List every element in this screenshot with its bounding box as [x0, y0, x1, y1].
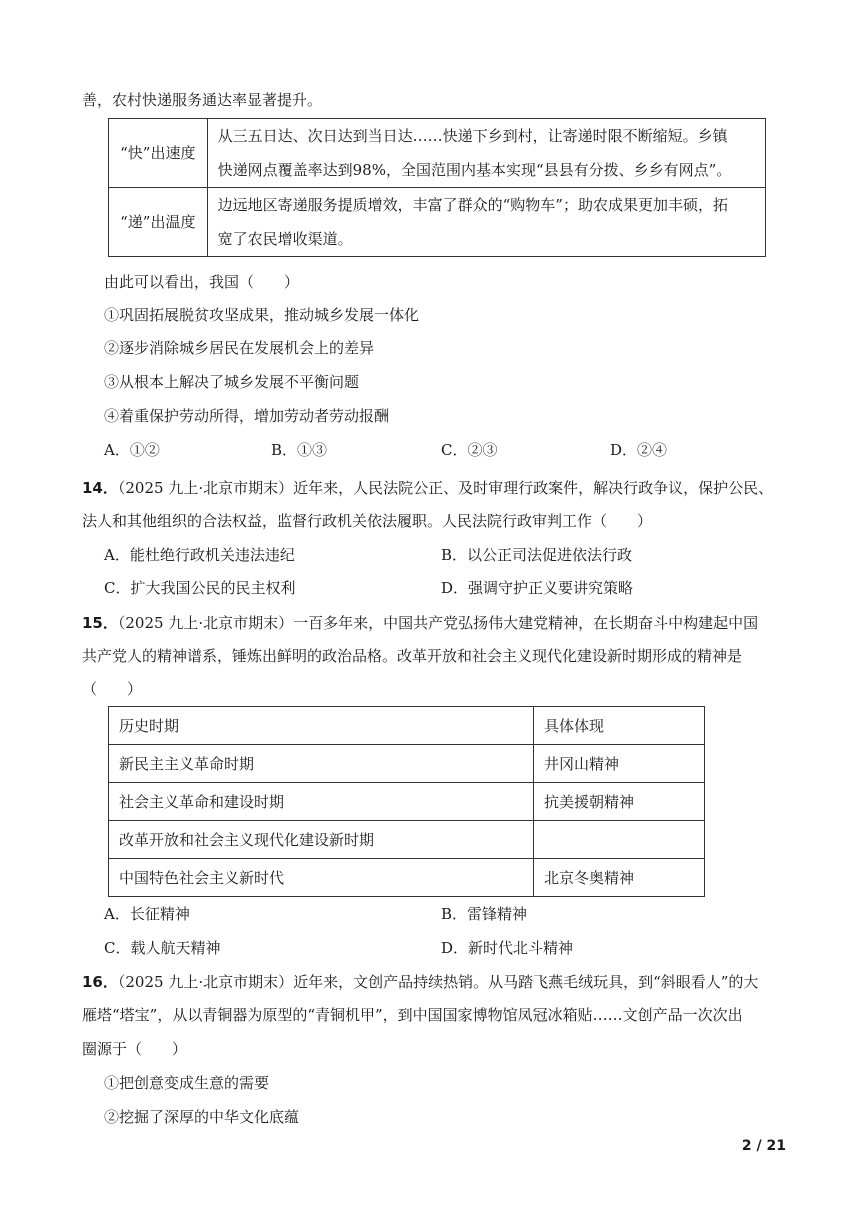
table-cell-label: “快”出速度: [109, 119, 208, 188]
table-row: [109, 119, 766, 188]
q16-line: 雁塔“塔宝”，从以青铜器为原型的“青铜机甲”，到中国国家博物馆凤冠冰箱贴……文创产品一次次出: [82, 1006, 743, 1024]
table-cell: 北京冬奥精神: [534, 859, 705, 897]
q16-item: ②挖掘了深厚的中华文化底蕴: [104, 1108, 300, 1126]
cell-text-line: 快递网点覆盖率达到98%，全国范围内基本实现“县县有分拨、乡乡有网点”。: [217, 161, 732, 179]
q15-line: （ ）: [82, 680, 143, 698]
q14-line: [82, 478, 773, 498]
table-row: [109, 783, 705, 821]
cell-text-line: 宽了农民增收渠道。: [217, 230, 353, 248]
q13-option-c: C．②③: [441, 441, 498, 459]
q14-text: （2025 九上·北京市期末）近年来，人民法院公正、及时审理行政案件，解决行政争议，保护公民、: [117, 479, 774, 497]
spirit-table: [108, 706, 705, 897]
q15-line: 共产党人的精神谱系，锤炼出鲜明的政治品格。改革开放和社会主义现代化建设新时期形成的精神是: [82, 647, 743, 665]
page-number: 2 / 21: [741, 1138, 786, 1154]
table-cell: 抗美援朝精神: [534, 783, 705, 821]
q16-text: （2025 九上·北京市期末）近年来，文创产品持续热销。从马踏飞燕毛绒玩具，到“斜眼看人”的大: [117, 973, 759, 991]
table-header-cell: 历史时期: [109, 707, 534, 745]
q15-option-b: B．雷锋精神: [441, 905, 528, 923]
cell-text-line: 从三五日达、次日达到当日达……快递下乡到村，让寄递时限不断缩短。乡镇: [217, 127, 728, 145]
table-row: [109, 745, 705, 783]
q13-stem: 由此可以看出，我国（ ）: [104, 273, 300, 291]
q13-option-d: D．②④: [610, 441, 668, 459]
q16-number: 16．: [82, 973, 118, 991]
table-row: [109, 859, 705, 897]
q16-line: [82, 972, 758, 992]
table-header-cell: 具体体现: [534, 707, 705, 745]
q13-item: ③从根本上解决了城乡发展不平衡问题: [104, 373, 360, 391]
q16-line: 圈源于（ ）: [82, 1040, 188, 1058]
q14-option-c: C．扩大我国公民的民主权利: [104, 579, 296, 597]
q15-option-c: C．载人航天精神: [104, 939, 221, 957]
table-cell-label: “递”出温度: [109, 188, 208, 257]
q15-line: [82, 613, 758, 633]
q14-number: 14．: [82, 479, 118, 497]
q13-item: ②逐步消除城乡居民在发展机会上的差异: [104, 339, 375, 357]
table-cell: 中国特色社会主义新时代: [109, 859, 534, 897]
table-row: [109, 188, 766, 257]
q14-line: 法人和其他组织的合法权益，监督行政机关依法履职。人民法院行政审判工作（ ）: [82, 512, 653, 530]
q16-item: ①把创意变成生意的需要: [104, 1074, 270, 1092]
table-row: [109, 821, 705, 859]
table-cell: 新民主主义革命时期: [109, 745, 534, 783]
table-cell: 社会主义革命和建设时期: [109, 783, 534, 821]
q13-option-b: B．①③: [271, 441, 328, 459]
q15-text: （2025 九上·北京市期末）一百多年来，中国共产党弘扬伟大建党精神，在长期奋斗中构建起中国: [117, 614, 759, 632]
table-cell-content: [207, 119, 765, 188]
q15-option-a: A．长征精神: [104, 905, 190, 923]
q15-number: 15．: [82, 614, 118, 632]
q13-item: ①巩固拓展脱贫攻坚成果，推动城乡发展一体化: [104, 306, 420, 324]
q14-option-a: A．能杜绝行政机关违法违纪: [104, 546, 295, 564]
q13-item: ④着重保护劳动所得，增加劳动者劳动报酬: [104, 407, 390, 425]
express-table: [108, 118, 766, 257]
table-row: [109, 707, 705, 745]
q14-option-d: D．强调守护正义要讲究策略: [441, 579, 634, 597]
cell-text-line: 边远地区寄递服务提质增效，丰富了群众的“购物车”；助农成果更加丰硕，拓: [217, 196, 728, 214]
intro-line: 善，农村快递服务通达率显著提升。: [82, 91, 323, 109]
q15-option-d: D．新时代北斗精神: [441, 939, 574, 957]
table-cell: [534, 821, 705, 859]
table-cell-content: [207, 188, 765, 257]
q13-option-a: A．①②: [104, 441, 160, 459]
table-cell: 井冈山精神: [534, 745, 705, 783]
q14-option-b: B．以公正司法促进依法行政: [441, 546, 633, 564]
table-cell: 改革开放和社会主义现代化建设新时期: [109, 821, 534, 859]
